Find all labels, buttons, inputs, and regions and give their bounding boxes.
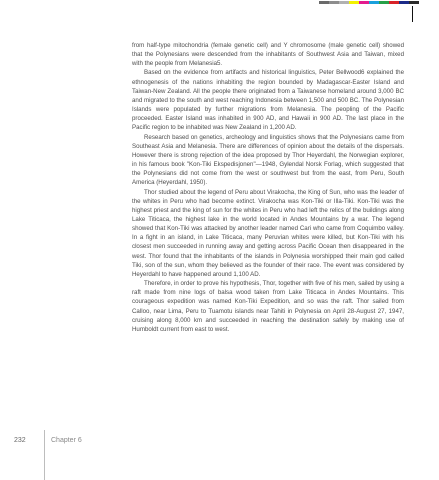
color-swatch-1 xyxy=(319,1,329,4)
color-swatch-4 xyxy=(349,1,359,4)
body-text xyxy=(132,41,404,334)
paragraph-5: Therefore, in order to prove his hypothesis, Thor, together with five of his men, sailed by using a raft made from nine logs of balsa wood taken from Lake Titicaca in Andes Mountains. This courageous expedition was named Kon-Tiki Expedition, and so was the raft. Thor sailed from Calloo, near Lima, Peru to Tuamotu islands near Tahiti in Polynesia on April 28-August 27, 1947, cruising along 8,000 km and succeeded in reaching the destination safely by making use of Humboldt current from east to west. xyxy=(132,280,404,333)
chapter-label: Chapter 6 xyxy=(51,437,82,444)
print-registration-color-bar xyxy=(319,1,419,4)
crop-mark xyxy=(412,6,413,22)
color-swatch-9 xyxy=(399,1,409,4)
color-swatch-6 xyxy=(369,1,379,4)
paragraph-3: Research based on genetics, archeology and linguistics shows that the Polynesians came from Southeast Asia and Melanesia. There are differences of opinion about the details of the dispersals. However there is strong rejection of the idea proposed by Thor Heyerdahl, the Norwegian explorer, in his famous book "Kon-Tiki Ekspedisjonen"—1948, Gylendal Norsk Forlag, which suggested that the Polynesians did not come from the west or southwest but from the east, from Peru, South America (Heyerdahl, 1950). xyxy=(132,133,404,187)
footer-divider xyxy=(44,430,45,480)
color-swatch-10 xyxy=(409,1,419,4)
color-swatch-8 xyxy=(389,1,399,4)
paragraph-1: from half-type mitochondria (female genetic cell) and Y chromosome (male genetic cell) showed that the Polynesians were descended from the inhabitants of Southwest Asia and Taiwan, mixed with the people from Melanesia5. xyxy=(132,42,404,68)
paragraph-2: Based on the evidence from artifacts and historical linguistics, Peter Bellwood6 explained the ethnogenesis of the nations inhabiting the region bounded by Madagascar-Easter Island and Taiwan-New Zealand. All the people there originated from a Taiwanese homeland around 3,000 BC and migrated to the south and west reaching Indonesia between 1,500 and 500 BC. The Polynesian Islands were populated by further migrations from Melanesia. The peopling of the Pacific proceeded. Easter Island was inhabited in 900 AD, and Hawaii in 900 AD. The last place in the Pacific region to be inhabited was New Zealand in 1,200 AD. xyxy=(132,69,404,132)
color-swatch-3 xyxy=(339,1,349,4)
color-swatch-5 xyxy=(359,1,369,4)
color-swatch-7 xyxy=(379,1,389,4)
paragraph-4: Thor studied about the legend of Peru about Virakocha, the King of Sun, who was the leader of the whites in Peru who had become extinct. Virakocha was Kon-Tiki or Illa-Tiki. Kon-Tiki was the highest priest and the king of sun for the whites in Peru who had left the relics of the buildings along Lake Titicaca, the highest lake in the world located in Andes Mountains by a war. The legend showed that Kon-Tiki was attacked by another leader named Cari who came from Coquimbo valley. In a fight in an island, in Lake Titicaca, many Peruvian whites were killed, but Kon-Tiki with his closest men succeeded in running away and getting across Pacific Ocean then disappeared in the west. Thor found that the inhabitants of the islands in Polynesia worshipped their main god called Tiki, son of the sun, whom they believed as the founder of their race. The event was considered by Heyerdahl to have happened around 1,100 AD. xyxy=(132,188,404,278)
page-number: 232 xyxy=(14,437,26,444)
color-swatch-2 xyxy=(329,1,339,4)
